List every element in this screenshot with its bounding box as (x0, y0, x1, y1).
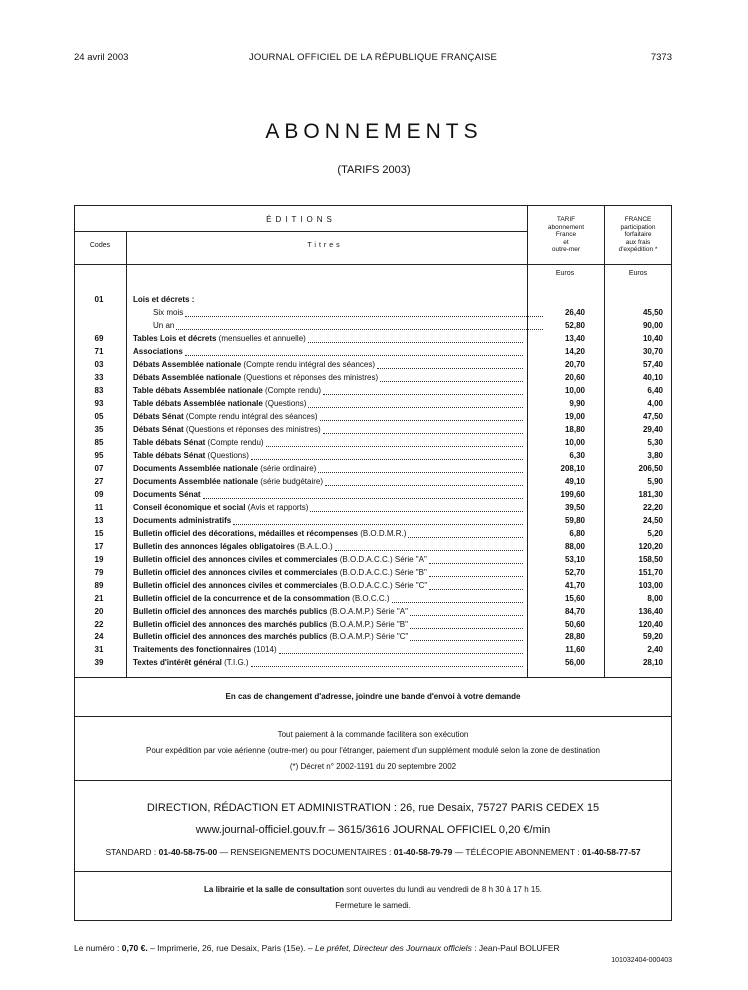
row-participation: 8,00 (647, 593, 663, 603)
row-tarif: 20,70 (564, 359, 585, 369)
row-tarif: 88,00 (564, 541, 585, 551)
row-participation: 151,70 (638, 567, 663, 577)
row-title: Bulletin officiel des décorations, médailles et récompenses (B.O.D.M.R.) (133, 529, 525, 540)
row-code: 35 (94, 424, 104, 434)
row-participation: 29,40 (642, 424, 663, 434)
row-code: 33 (94, 372, 104, 382)
row-code: 31 (94, 645, 104, 655)
table-row (75, 632, 671, 645)
row-participation: 103,00 (638, 580, 663, 590)
table-row (75, 399, 671, 412)
row-tarif: 52,70 (564, 567, 585, 577)
row-title: Bulletin officiel des annonces civiles et commerciales (B.O.D.A.C.C.) Série "A" (133, 555, 525, 566)
row-title: Documents administratifs (133, 516, 525, 527)
row-tarif: 9,90 (569, 398, 585, 408)
divider (75, 780, 671, 781)
row-participation: 5,20 (647, 528, 663, 538)
row-participation: 22,20 (642, 502, 663, 512)
unit-euros-2: Euros (628, 270, 648, 277)
payment-line-3: (*) Décret n° 2002-1191 du 20 septembre 2002 (289, 762, 457, 771)
row-tarif: 14,20 (564, 346, 585, 356)
row-code: 27 (94, 476, 104, 486)
header-journal: JOURNAL OFFICIEL DE LA RÉPUBLIQUE FRANÇAISE (248, 52, 498, 63)
row-title: Bulletin officiel des annonces des marchés publics (B.O.A.M.P.) Série "C" (133, 632, 525, 643)
row-tarif: 10,00 (564, 437, 585, 447)
row-title: Bulletin officiel des annonces des marchés publics (B.O.A.M.P.) Série "A" (133, 607, 525, 618)
library-closed: Fermeture le samedi. (335, 901, 411, 910)
table-row (75, 658, 671, 671)
table-row (75, 542, 671, 555)
row-tarif: 19,00 (564, 411, 585, 421)
row-tarif: 28,80 (564, 632, 585, 642)
row-title: Bulletin officiel des annonces des marchés publics (B.O.A.M.P.) Série "B" (133, 620, 525, 631)
divider (75, 264, 671, 265)
row-tarif: 11,60 (565, 645, 585, 655)
row-tarif: 41,70 (564, 580, 585, 590)
row-participation: 206,50 (638, 463, 663, 473)
row-tarif: 18,80 (564, 424, 585, 434)
row-participation: 5,90 (647, 476, 663, 486)
row-tarif: 53,10 (564, 554, 585, 564)
row-participation: 4,00 (647, 398, 663, 408)
row-title: Table débats Sénat (Questions) (133, 451, 525, 462)
divider (75, 871, 671, 872)
divider (75, 716, 671, 717)
table-row (75, 503, 671, 516)
row-tarif: 13,40 (564, 333, 585, 343)
row-title: Bulletin officiel de la concurrence et de la consommation (B.O.C.C.) (133, 594, 525, 605)
row-title: Tables Lois et décrets (mensuelles et annuelle) (133, 334, 525, 345)
row-tarif: 84,70 (564, 606, 585, 616)
row-tarif: 59,80 (564, 515, 585, 525)
row-participation: 120,20 (638, 541, 663, 551)
table-row (75, 516, 671, 529)
row-code: 71 (94, 346, 104, 356)
header-date: 24 avril 2003 (74, 52, 129, 63)
payment-line-1: Tout paiement à la commande facilitera son exécution (277, 730, 469, 739)
row-code: 24 (94, 632, 104, 642)
row-tarif: 56,00 (564, 658, 585, 668)
row-code: 03 (94, 359, 104, 369)
row-code: 09 (94, 489, 104, 499)
row-code: 01 (94, 295, 104, 304)
row-title: Traitements des fonctionnaires (1014) (133, 645, 525, 656)
table-row (75, 360, 671, 373)
france-heading: FRANCE participation forfaitaire aux frais d'expédition * (618, 216, 658, 253)
row-title: Bulletin des annonces légales obligatoires (B.A.L.O.) (133, 542, 525, 553)
table-row (75, 490, 671, 503)
row-tarif: 49,10 (564, 476, 585, 486)
table-row (75, 451, 671, 464)
row-tarif: 26,40 (564, 307, 585, 317)
row-code: 21 (94, 593, 104, 603)
table-row (75, 464, 671, 477)
row-tarif: 50,60 (564, 619, 585, 629)
row-title: Textes d'intérêt général (T.I.G.) (133, 658, 525, 669)
row-title: Documents Sénat (133, 490, 525, 501)
row-title: Documents Assemblée nationale (série ordinaire) (133, 464, 525, 475)
row-participation: 158,50 (638, 554, 663, 564)
row-code: 19 (94, 554, 104, 564)
codes-heading: Codes (89, 242, 111, 249)
row-title: Table débats Sénat (Compte rendu) (133, 438, 525, 449)
row-tarif: 39,50 (564, 502, 585, 512)
table-row (75, 645, 671, 658)
table-row (75, 347, 671, 360)
row-code: 85 (94, 437, 104, 447)
row-participation: 90,00 (642, 320, 663, 330)
direction-website: www.journal-officiel.gouv.fr – 3615/3616 JOURNAL OFFICIEL 0,20 €/min (195, 824, 551, 836)
row-code: 11 (94, 502, 104, 512)
table-row (75, 373, 671, 386)
row-title: Débats Sénat (Questions et réponses des ministres) (133, 425, 525, 436)
table-row (75, 308, 671, 321)
row-tarif: 6,30 (569, 450, 585, 460)
row-title: Un an (133, 321, 545, 332)
table-row (75, 386, 671, 399)
header-page-number: 7373 (650, 52, 672, 63)
table-row (75, 425, 671, 438)
row-title: Six mois (133, 308, 545, 319)
direction-phones: STANDARD : 01-40-58-75-00 — RENSEIGNEMENTS DOCUMENTAIRES : 01-40-58-79-79 — TÉLÉCOPIE ABONNEMENT : 01-40-58-77-57 (105, 847, 641, 857)
row-title: Bulletin officiel des annonces civiles et commerciales (B.O.D.A.C.C.) Série "C" (133, 581, 525, 592)
row-tarif: 6,80 (569, 528, 585, 538)
row-code: 83 (94, 385, 104, 395)
row-code: 69 (94, 333, 104, 343)
table-row (75, 581, 671, 594)
row-participation: 5,30 (647, 437, 663, 447)
row-participation: 10,40 (642, 333, 663, 343)
footer-reference: 101032404-000403 (611, 957, 672, 964)
row-tarif: 208,10 (560, 463, 585, 473)
row-title: Débats Assemblée nationale (Questions et réponses des ministres) (133, 373, 525, 384)
table-row (75, 529, 671, 542)
row-code: 79 (94, 567, 104, 577)
row-title: Table débats Assemblée nationale (Compte rendu) (133, 386, 525, 397)
library-hours: La librairie et la salle de consultation sont ouvertes du lundi au vendredi de 8 h 30 à 17 h 15. (204, 885, 542, 894)
table-row (75, 412, 671, 425)
page-footer: Le numéro : 0,70 €. – Imprimerie, 26, rue Desaix, Paris (15e). – Le préfet, Directeur des Journaux officiels : Jean-Paul BOLUFER (74, 943, 560, 953)
row-code: 89 (94, 580, 104, 590)
row-participation: 120,40 (638, 619, 663, 629)
row-tarif: 52,80 (564, 320, 585, 330)
direction-address: DIRECTION, RÉDACTION ET ADMINISTRATION : 26, rue Desaix, 75727 PARIS CEDEX 15 (146, 802, 600, 814)
tariff-table (74, 205, 672, 921)
row-code: 05 (94, 411, 104, 421)
page-subtitle: (TARIFS 2003) (337, 164, 411, 176)
divider (75, 677, 671, 678)
row-participation: 47,50 (642, 411, 663, 421)
row-participation: 136,40 (638, 606, 663, 616)
table-row (75, 594, 671, 607)
editions-heading: ÉDITIONS (266, 215, 336, 224)
row-participation: 40,10 (642, 372, 663, 382)
table-row (75, 555, 671, 568)
unit-euros-1: Euros (555, 270, 575, 277)
row-title: Lois et décrets : (133, 295, 195, 304)
row-participation: 28,10 (642, 658, 663, 668)
page-title: ABONNEMENTS (265, 120, 483, 143)
row-tarif: 15,60 (564, 593, 585, 603)
row-tarif: 20,60 (564, 372, 585, 382)
divider (75, 231, 527, 232)
row-participation: 30,70 (642, 346, 663, 356)
row-title: Débats Assemblée nationale (Compte rendu intégral des séances) (133, 360, 525, 371)
row-title: Conseil économique et social (Avis et rapports) (133, 503, 525, 514)
row-code: 15 (94, 528, 104, 538)
table-row (75, 321, 671, 334)
row-participation: 59,20 (642, 632, 663, 642)
row-code: 07 (94, 463, 104, 473)
row-title: Documents Assemblée nationale (série budgétaire) (133, 477, 525, 488)
table-row (75, 438, 671, 451)
table-row (75, 334, 671, 347)
row-participation: 24,50 (642, 515, 663, 525)
row-participation: 181,30 (638, 489, 663, 499)
row-code: 13 (94, 515, 104, 525)
row-participation: 57,40 (642, 359, 663, 369)
row-code: 93 (94, 398, 104, 408)
table-row (75, 477, 671, 490)
row-participation: 45,50 (642, 307, 663, 317)
page-header (74, 52, 672, 64)
row-title: Associations (133, 347, 525, 358)
tarif-heading: TARIF abonnement France et outre-mer (547, 216, 585, 253)
row-participation: 2,40 (647, 645, 663, 655)
table-row (75, 607, 671, 620)
row-title: Table débats Assemblée nationale (Questions) (133, 399, 525, 410)
row-participation: 3,80 (647, 450, 663, 460)
table-row (75, 620, 671, 633)
row-code: 39 (94, 658, 104, 668)
address-notice: En cas de changement d'adresse, joindre une bande d'envoi à votre demande (225, 692, 521, 701)
table-row (75, 568, 671, 581)
titres-heading: Titres (307, 242, 343, 249)
payment-line-2: Pour expédition par voie aérienne (outre-mer) ou pour l'étranger, paiement d'un supplément modulé selon la zone de destination (145, 746, 600, 755)
row-participation: 6,40 (647, 385, 663, 395)
row-tarif: 199,60 (560, 489, 585, 499)
row-tarif: 10,00 (564, 385, 585, 395)
row-code: 95 (94, 450, 104, 460)
row-title: Bulletin officiel des annonces civiles et commerciales (B.O.D.A.C.C.) Série "B" (133, 568, 525, 579)
row-code: 20 (94, 606, 104, 616)
row-code: 17 (94, 541, 104, 551)
table-row (75, 295, 671, 308)
row-code: 22 (94, 619, 104, 629)
row-title: Débats Sénat (Compte rendu intégral des séances) (133, 412, 525, 423)
